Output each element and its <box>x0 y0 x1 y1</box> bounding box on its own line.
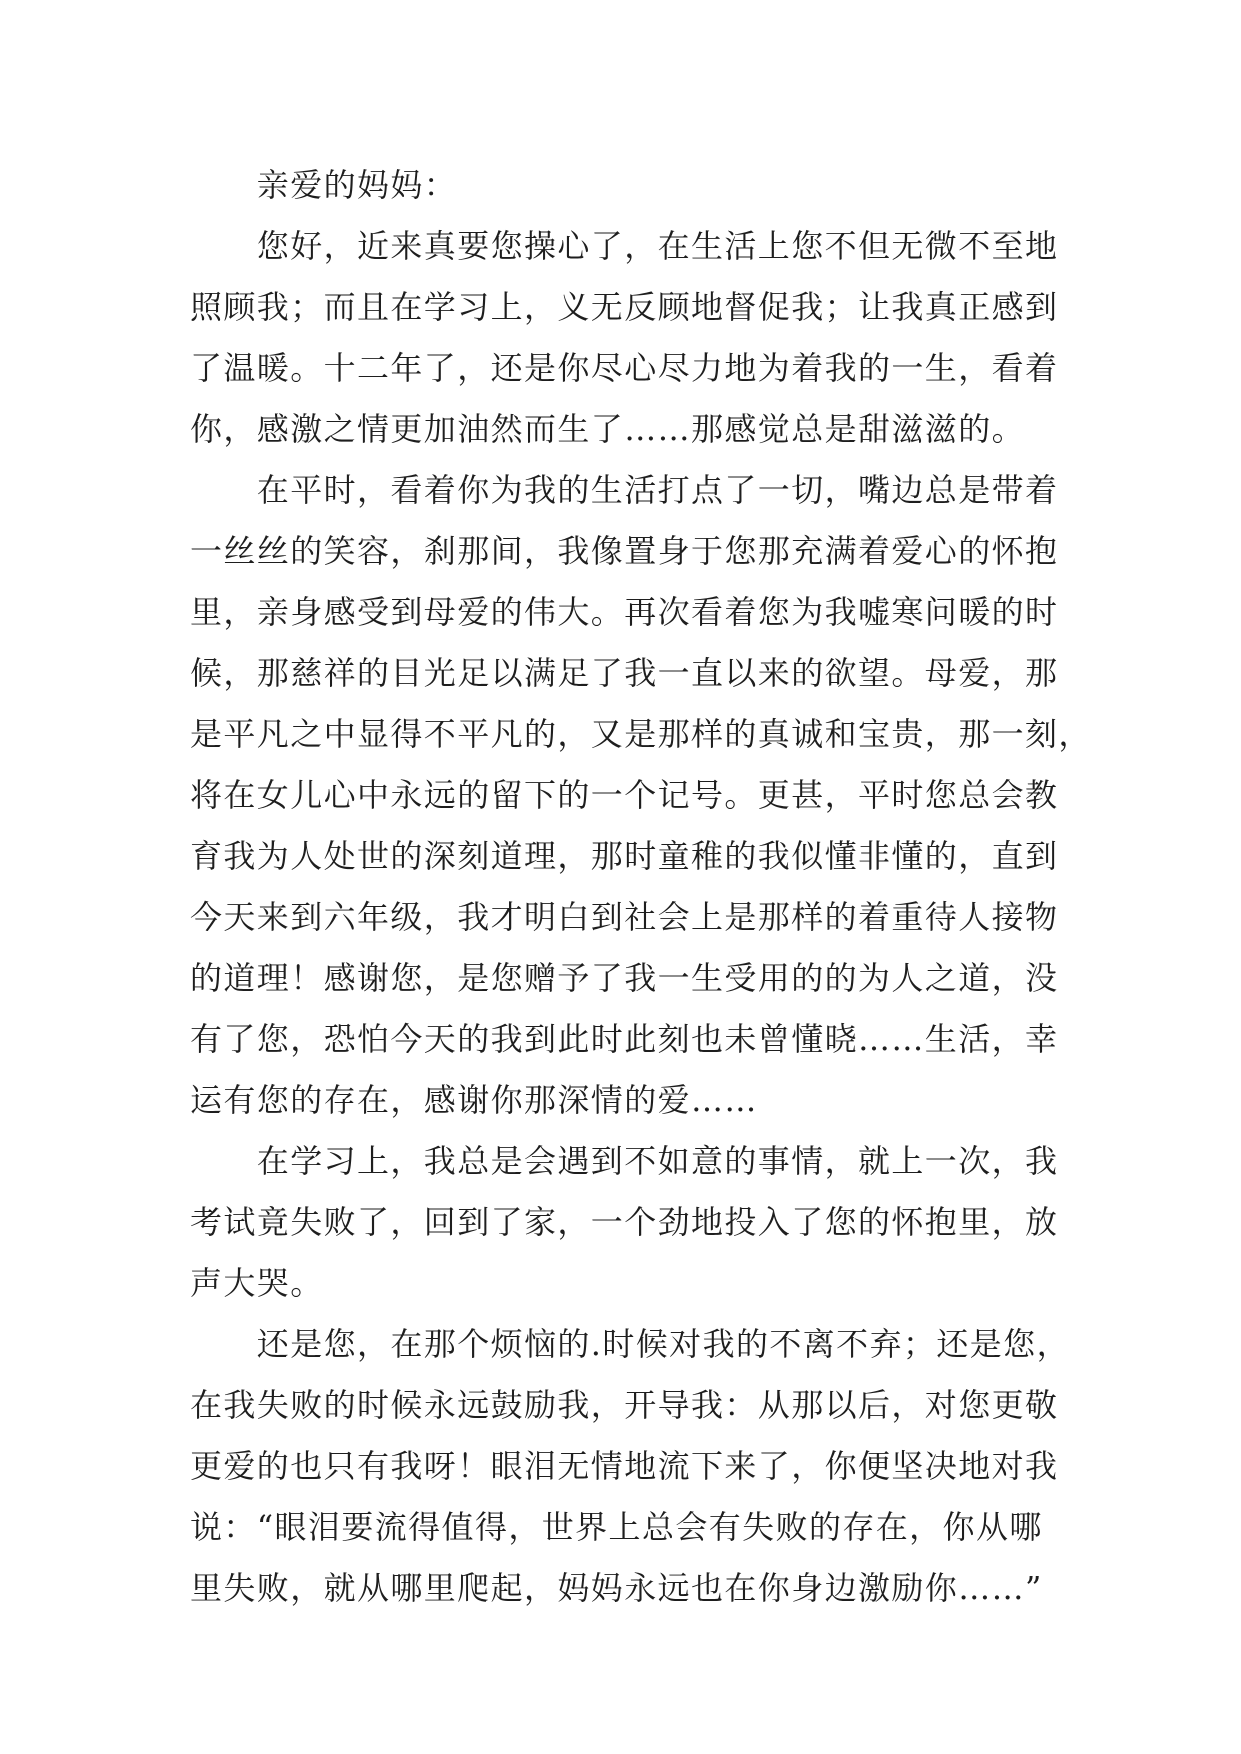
text-line: 还是您，在那个烦恼的.时候对我的不离不弃；还是您， <box>190 1325 1070 1363</box>
text-line: 说：“眼泪要流得值得，世界上总会有失败的存在，你从哪 <box>190 1508 1043 1546</box>
text-line: 声大哭。 <box>190 1264 324 1302</box>
salutation-line: 亲爱的妈妈： <box>190 166 458 204</box>
letter-body <box>190 155 1092 1619</box>
text-line: 考试竟失败了，回到了家，一个劲地投入了您的怀抱里，放 <box>190 1203 1059 1241</box>
text-line: 育我为人处世的深刻道理，那时童稚的我似懂非懂的，直到 <box>190 837 1059 875</box>
text-line: 候，那慈祥的目光足以满足了我一直以来的欲望。母爱，那 <box>190 654 1059 692</box>
text-line: 您好，近来真要您操心了，在生活上您不但无微不至地 <box>190 227 1059 265</box>
text-line: 有了您，恐怕今天的我到此时此刻也未曾懂晓……生活，幸 <box>190 1020 1059 1058</box>
text-line: 在学习上，我总是会遇到不如意的事情，就上一次，我 <box>190 1142 1059 1180</box>
text-line: 你，感激之情更加油然而生了……那感觉总是甜滋滋的。 <box>190 410 1026 448</box>
text-line: 的道理！感谢您，是您赠予了我一生受用的的为人之道，没 <box>190 959 1059 997</box>
text-line: 一丝丝的笑容，刹那间，我像置身于您那充满着爱心的怀抱 <box>190 532 1059 570</box>
text-line: 更爱的也只有我呀！眼泪无情地流下来了，你便坚决地对我 <box>190 1447 1059 1485</box>
text-line: 照顾我；而且在学习上，义无反顾地督促我；让我真正感到 <box>190 288 1059 326</box>
text-line: 了温暖。十二年了，还是你尽心尽力地为着我的一生，看着 <box>190 349 1059 387</box>
text-line: 是平凡之中显得不平凡的，又是那样的真诚和宝贵，那一刻， <box>190 715 1092 753</box>
text-line: 今天来到六年级，我才明白到社会上是那样的着重待人接物 <box>190 898 1059 936</box>
text-line: 运有您的存在，感谢你那深情的爱…… <box>190 1081 758 1119</box>
text-line: 在我失败的时候永远鼓励我，开导我：从那以后，对您更敬 <box>190 1386 1059 1424</box>
text-line: 在平时，看着你为我的生活打点了一切，嘴边总是带着 <box>190 471 1059 509</box>
text-line: 里，亲身感受到母爱的伟大。再次看着您为我嘘寒问暖的时 <box>190 593 1059 631</box>
text-line: 里失败，就从哪里爬起，妈妈永远也在你身边激励你……” <box>190 1569 1043 1607</box>
text-line: 将在女儿心中永远的留下的一个记号。更甚，平时您总会教 <box>190 776 1059 814</box>
